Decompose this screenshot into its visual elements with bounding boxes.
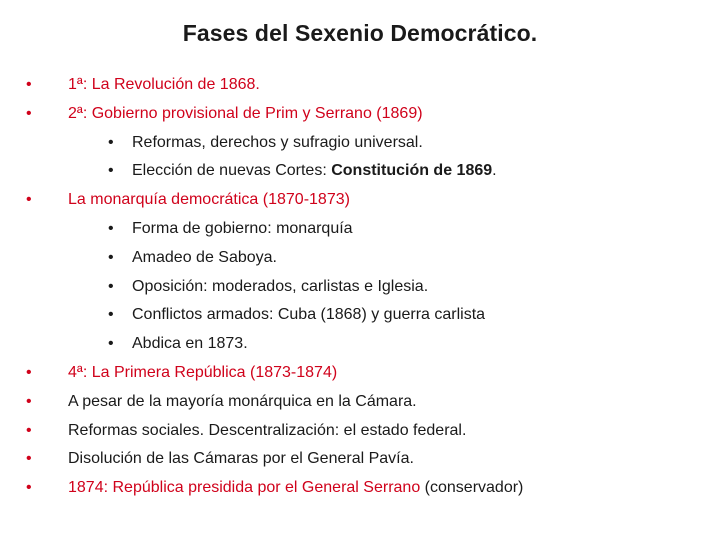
item-text: Amadeo de Saboya. — [132, 248, 277, 266]
bullet-icon: • — [26, 450, 32, 468]
bullet-icon: • — [26, 479, 32, 497]
item-text: Reformas sociales. Descentralización: el estado federal. — [68, 421, 467, 439]
item-text: 2ª: Gobierno provisional de Prim y Serrano (1869) — [68, 104, 423, 122]
bullet-icon: • — [108, 277, 114, 295]
bullet-list — [26, 71, 523, 503]
list-item — [26, 100, 523, 129]
item-text-suffix: . — [492, 162, 497, 180]
list-item — [26, 445, 523, 474]
sub-list-item — [26, 301, 523, 330]
list-item — [26, 388, 523, 417]
item-text: La monarquía democrática (1870-1873) — [68, 191, 350, 209]
item-text: Disolución de las Cámaras por el General Pavía. — [68, 450, 414, 468]
item-text-emphasis: Constitución de 1869 — [331, 162, 493, 180]
item-text: Oposición: moderados, carlistas e Iglesia. — [132, 277, 429, 295]
bullet-icon: • — [26, 363, 32, 381]
list-item — [26, 71, 523, 100]
list-item — [26, 474, 523, 503]
item-text-prefix: Elección de nuevas Cortes: — [132, 162, 332, 180]
bullet-icon: • — [26, 104, 32, 122]
bullet-icon: • — [108, 248, 114, 266]
item-text: Reformas, derechos y sufragio universal. — [132, 133, 423, 151]
bullet-icon: • — [108, 219, 114, 237]
sub-list-item — [26, 330, 523, 359]
bullet-icon: • — [108, 335, 114, 353]
item-text: 4ª: La Primera República (1873-1874) — [68, 363, 338, 381]
sub-list-item — [26, 244, 523, 273]
item-text: Abdica en 1873. — [132, 335, 248, 353]
bullet-icon: • — [108, 133, 114, 151]
item-text: Forma de gobierno: monarquía — [132, 219, 353, 237]
sub-list-item — [26, 215, 523, 244]
bullet-icon: • — [26, 421, 32, 439]
bullet-icon: • — [26, 76, 32, 93]
bullet-icon: • — [26, 392, 32, 410]
item-text: Conflictos armados: Cuba (1868) y guerra carlista — [132, 306, 486, 324]
list-item — [26, 417, 523, 446]
item-text: A pesar de la mayoría monárquica en la Cámara. — [68, 392, 417, 410]
bullet-icon: • — [108, 162, 114, 180]
list-item — [26, 186, 523, 215]
list-item — [26, 359, 523, 388]
sub-list-item — [26, 157, 523, 186]
bullet-icon: • — [26, 191, 32, 209]
item-text-note: (conservador) — [420, 479, 524, 497]
item-text: 1874: República presidida por el General Serrano — [68, 479, 421, 497]
item-text: 1ª: La Revolución de 1868. — [68, 76, 260, 93]
sub-list-item — [26, 129, 523, 158]
slide-title: Fases del Sexenio Democrático. — [182, 20, 538, 46]
sub-list-item — [26, 273, 523, 302]
bullet-icon: • — [108, 306, 114, 324]
